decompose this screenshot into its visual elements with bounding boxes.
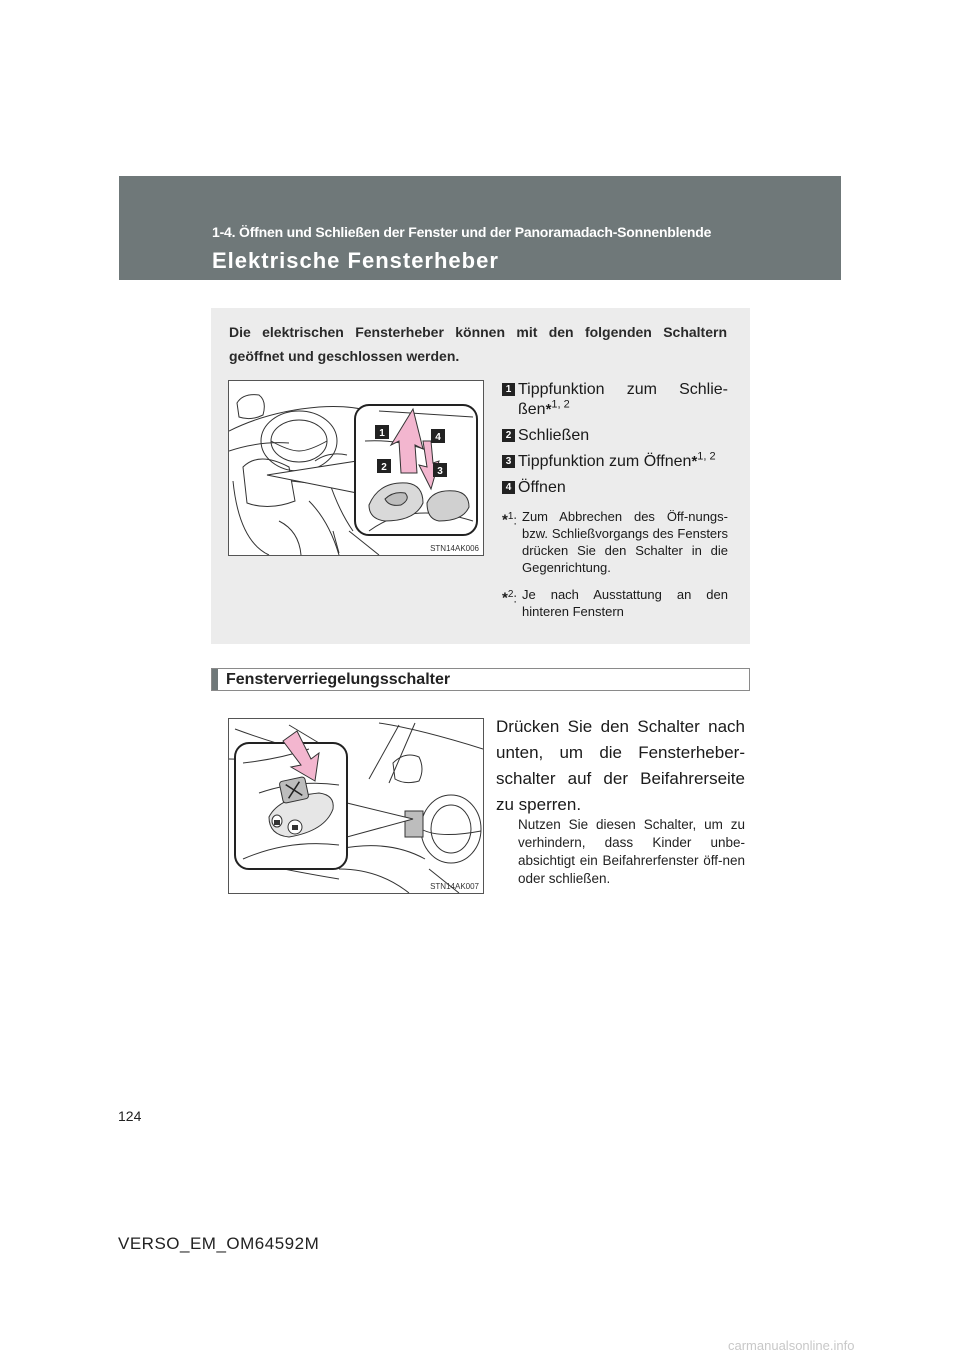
callout-number-2 xyxy=(377,459,391,473)
list-item xyxy=(502,426,728,446)
callout-number-4 xyxy=(431,429,445,443)
unlock-icon xyxy=(288,820,302,834)
callout-pointer xyxy=(267,461,357,493)
lock-note-text: Nutzen Sie diesen Schalter, um zu verhindern, dass Kinder unbe-absichtigt ein Beifahrerfenster öff-nen oder schließen. xyxy=(518,817,745,886)
svg-text:3: 3 xyxy=(437,466,443,477)
callout-pointer xyxy=(347,803,413,837)
figure-code: STN14AK007 xyxy=(430,882,479,891)
intro-text: Die elektrischen Fensterheber können mit den folgenden Schaltern geöffnet und geschlossen werden. xyxy=(229,324,727,364)
item-footnote-ref: 1, 2 xyxy=(697,450,716,463)
lock-instruction-text: Drücken Sie den Schalter nach unten, um die Fensterheber-schalter auf der Beifahrerseite zu sperren. xyxy=(496,717,745,814)
item-number-badge: 4 xyxy=(502,481,515,494)
figure-code: STN14AK006 xyxy=(430,544,479,553)
item-label: Schließen xyxy=(518,427,590,444)
svg-text:2: 2 xyxy=(381,462,387,473)
item-number-badge: 3 xyxy=(502,455,515,468)
power-window-switch-drawing xyxy=(229,381,483,555)
subsection-heading-label: Fensterverriegelungsschalter xyxy=(226,671,451,688)
footnote: *$^1$: Zum Abbrechen des Öff-nungs- bzw. Schließvorgangs des Fensters drücken Sie den Schalter in die Gegenrichtung. xyxy=(502,509,728,575)
footnote-mark: 1 xyxy=(507,511,514,522)
page-number: 124 xyxy=(118,1108,142,1124)
footnote-mark: 2 xyxy=(507,589,514,600)
door-switch-cluster xyxy=(405,811,423,837)
item-label: Tippfunktion zum Schlie-ßen xyxy=(518,381,728,418)
callout-number-1 xyxy=(375,425,389,439)
item-label: Tippfunktion zum Öffnen xyxy=(518,453,692,470)
callout-number-3 xyxy=(433,463,447,477)
power-window-switch-illustration xyxy=(228,380,484,556)
subsection-heading xyxy=(211,668,750,691)
list-item xyxy=(502,478,728,498)
footnote: *$^2$: Je nach Ausstattung an den hinteren Fenstern xyxy=(502,587,728,619)
section-path: 1-4. Öffnen und Schließen der Fenster und der Panoramadach-Sonnenblende xyxy=(212,224,712,240)
lock-icon xyxy=(272,815,282,827)
document-code: VERSO_EM_OM64592M xyxy=(118,1234,320,1253)
window-lock-icon xyxy=(279,777,309,804)
window-lock-switch-drawing xyxy=(229,719,483,893)
switch-function-list xyxy=(502,380,728,620)
list-item: 3 Tippfunktion zum Öffnen*$^{1, 2}$ xyxy=(502,452,728,472)
page-title: Elektrische Fensterheber xyxy=(212,248,499,273)
svg-text:4: 4 xyxy=(435,432,441,443)
item-number-badge: 2 xyxy=(502,429,515,442)
heading-accent-bar xyxy=(212,669,218,690)
svg-text:1: 1 xyxy=(379,428,385,439)
item-label: Öffnen xyxy=(518,479,566,496)
footnote-text: Je nach Ausstattung an den hinteren Fenstern xyxy=(522,587,728,619)
window-lock-switch-illustration xyxy=(228,718,484,894)
list-item: 1 Tippfunktion zum Schlie-ßen*$^{1, 2}$ xyxy=(502,380,728,420)
watermark: carmanualsonline.info xyxy=(728,1338,855,1353)
item-footnote-ref: 1, 2 xyxy=(551,398,570,411)
item-number-badge: 1 xyxy=(502,383,515,396)
footnote-text: Zum Abbrechen des Öff-nungs- bzw. Schließvorgangs des Fensters drücken Sie den Schalter in die Gegenrichtung. xyxy=(522,509,728,575)
